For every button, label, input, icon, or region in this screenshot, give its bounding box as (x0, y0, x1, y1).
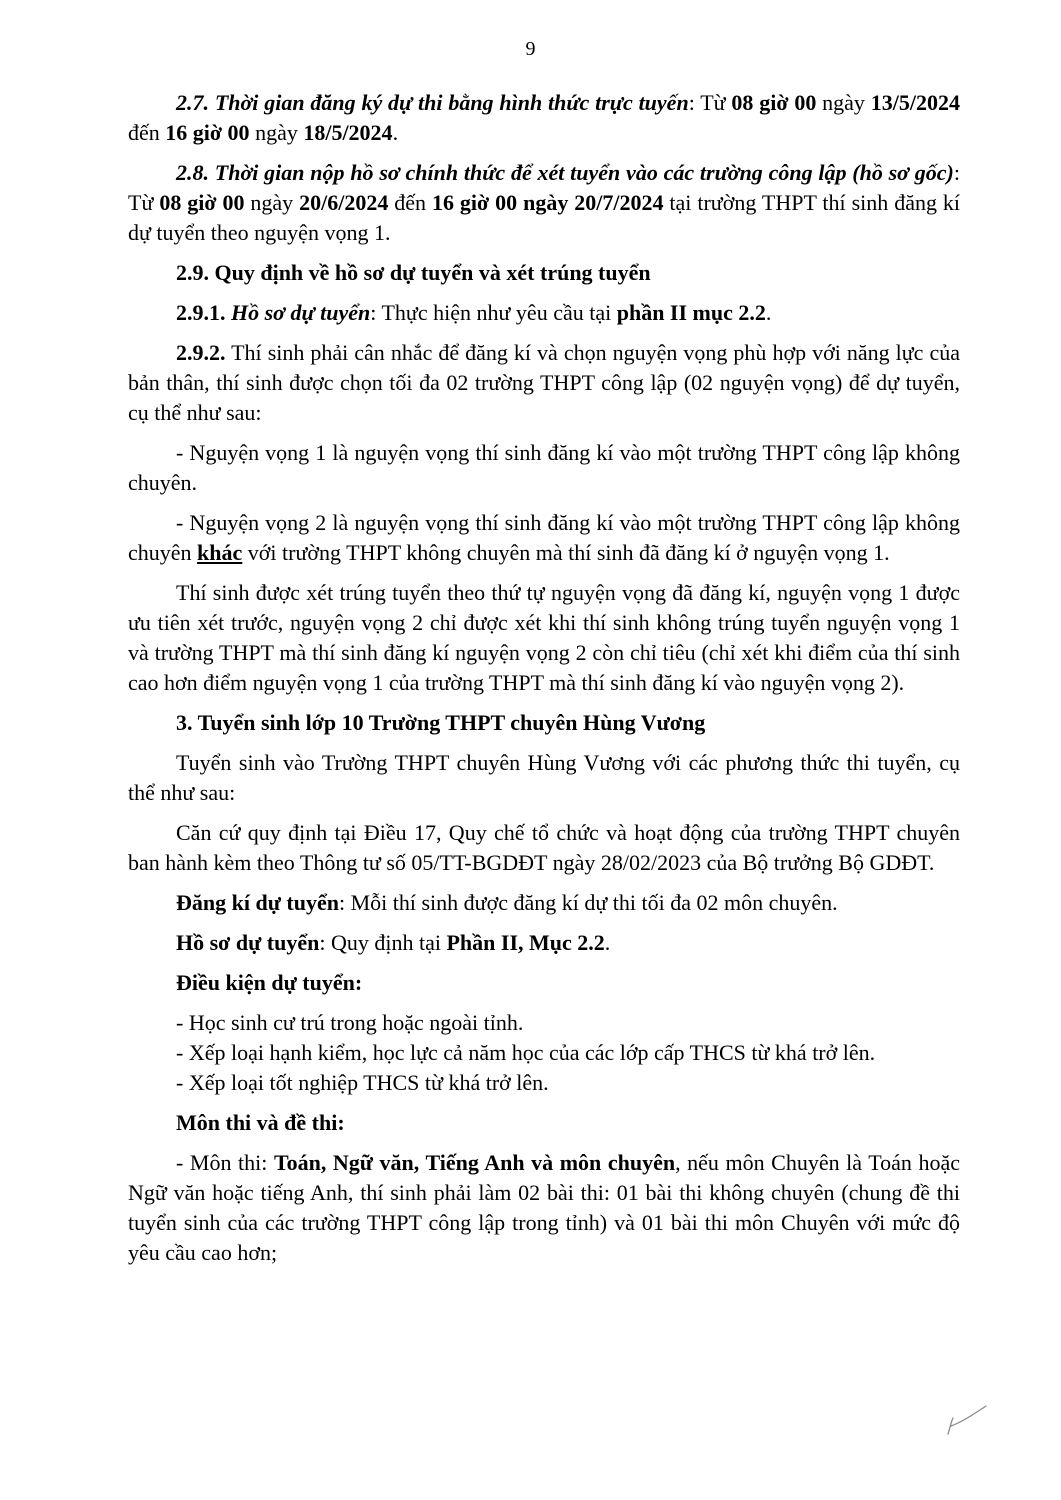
section-2-9-1: 2.9.1. Hồ sơ dự tuyển: Thực hiện như yêu cầu tại phần II mục 2.2. (176, 300, 772, 325)
section-2-9-heading: 2.9. Quy định về hồ sơ dự tuyển và xét trúng tuyển (176, 260, 651, 285)
section-2-7-heading: 2.7. Thời gian đăng ký dự thi bằng hình thức trực tuyến (176, 90, 689, 115)
dieu-kien-item: - Học sinh cư trú trong hoặc ngoài tỉnh. (176, 1010, 524, 1035)
section-2-7: 2.7. Thời gian đăng ký dự thi bằng hình thức trực tuyến: Từ 08 giờ 00 ngày 13/5/2024 đến 16 giờ 00 ngày 18/5/2024. (128, 90, 960, 145)
section-3-heading: 3. Tuyển sinh lớp 10 Trường THPT chuyên Hùng Vương (176, 710, 706, 735)
initial-signature-mark (942, 1400, 992, 1440)
section-2-8: 2.8. Thời gian nộp hồ sơ chính thức để xét tuyển vào các trường công lập (hồ sơ gốc): Từ 08 giờ 00 ngày 20/6/2024 đến 16 giờ 00 ngày 20/7/2024 tại trường THPT thí sinh đăng kí dự tuyển theo nguyện vọng 1. (128, 160, 961, 245)
nguyen-vong-2: - Nguyện vọng 2 là nguyện vọng thí sinh đăng kí vào một trường THPT công lập không chuyên khác với trường THPT không chuyên mà thí sinh đã đăng kí ở nguyện vọng 1. (128, 510, 960, 565)
ho-so-du-tuyen: Hồ sơ dự tuyển: Quy định tại Phần II, Mục 2.2. (176, 930, 611, 955)
document-body (128, 88, 960, 1278)
dieu-kien-heading: Điều kiện dự tuyển: (176, 970, 363, 995)
section-3-intro: Tuyển sinh vào Trường THPT chuyên Hùng Vương với các phương thức thi tuyển, cụ thể như sau: (128, 750, 960, 805)
dieu-kien-item: - Xếp loại tốt nghiệp THCS từ khá trở lên. (176, 1070, 549, 1095)
section-2-8-heading: 2.8. Thời gian nộp hồ sơ chính thức để xét tuyển vào các trường công lập (hồ sơ gốc) (176, 160, 954, 185)
nguyen-vong-1: - Nguyện vọng 1 là nguyện vọng thí sinh đăng kí vào một trường THPT công lập không chuyên. (128, 440, 960, 495)
section-3-can-cu: Căn cứ quy định tại Điều 17, Quy chế tổ chức và hoạt động của trường THPT chuyên ban hành kèm theo Thông tư số 05/TT-BGDĐT ngày 28/02/2023 của Bộ trưởng Bộ GDĐT. (128, 820, 960, 875)
xet-trung-tuyen-paragraph: Thí sinh được xét trúng tuyển theo thứ tự nguyện vọng đã đăng kí, nguyện vọng 1 được ưu tiên xét trước, nguyện vọng 2 chỉ được xét khi thí sinh không trúng tuyển nguyện vọng 1 và trường THPT mà thí sinh đăng kí nguyện vọng 2 còn chỉ tiêu (chỉ xét khi điểm của thí sinh cao hơn điểm nguyện vọng 1 của trường THPT mà thí sinh đăng kí vào nguyện vọng 2). (128, 580, 960, 695)
dang-ki-du-tuyen: Đăng kí dự tuyển: Mỗi thí sinh được đăng kí dự thi tối đa 02 môn chuyên. (176, 890, 838, 915)
page-number: 9 (525, 38, 536, 60)
dieu-kien-item: - Xếp loại hạnh kiểm, học lực cả năm học của các lớp cấp THCS từ khá trở lên. (176, 1040, 876, 1065)
section-2-9-2: 2.9.2. Thí sinh phải cân nhắc để đăng kí và chọn nguyện vọng phù hợp với năng lực của bản thân, thí sinh được chọn tối đa 02 trường THPT công lập (02 nguyện vọng) để dự tuyển, cụ thể như sau: (128, 340, 960, 425)
mon-thi-paragraph: - Môn thi: Toán, Ngữ văn, Tiếng Anh và môn chuyên, nếu môn Chuyên là Toán hoặc Ngữ văn hoặc tiếng Anh, thí sinh phải làm 02 bài thi: 01 bài thi không chuyên (chung đề thi tuyển sinh của các trường THPT công lập trong tỉnh) và 01 bài thi môn Chuyên với mức độ yêu cầu cao hơn; (128, 1150, 960, 1265)
mon-thi-heading: Môn thi và đề thi: (176, 1110, 345, 1135)
